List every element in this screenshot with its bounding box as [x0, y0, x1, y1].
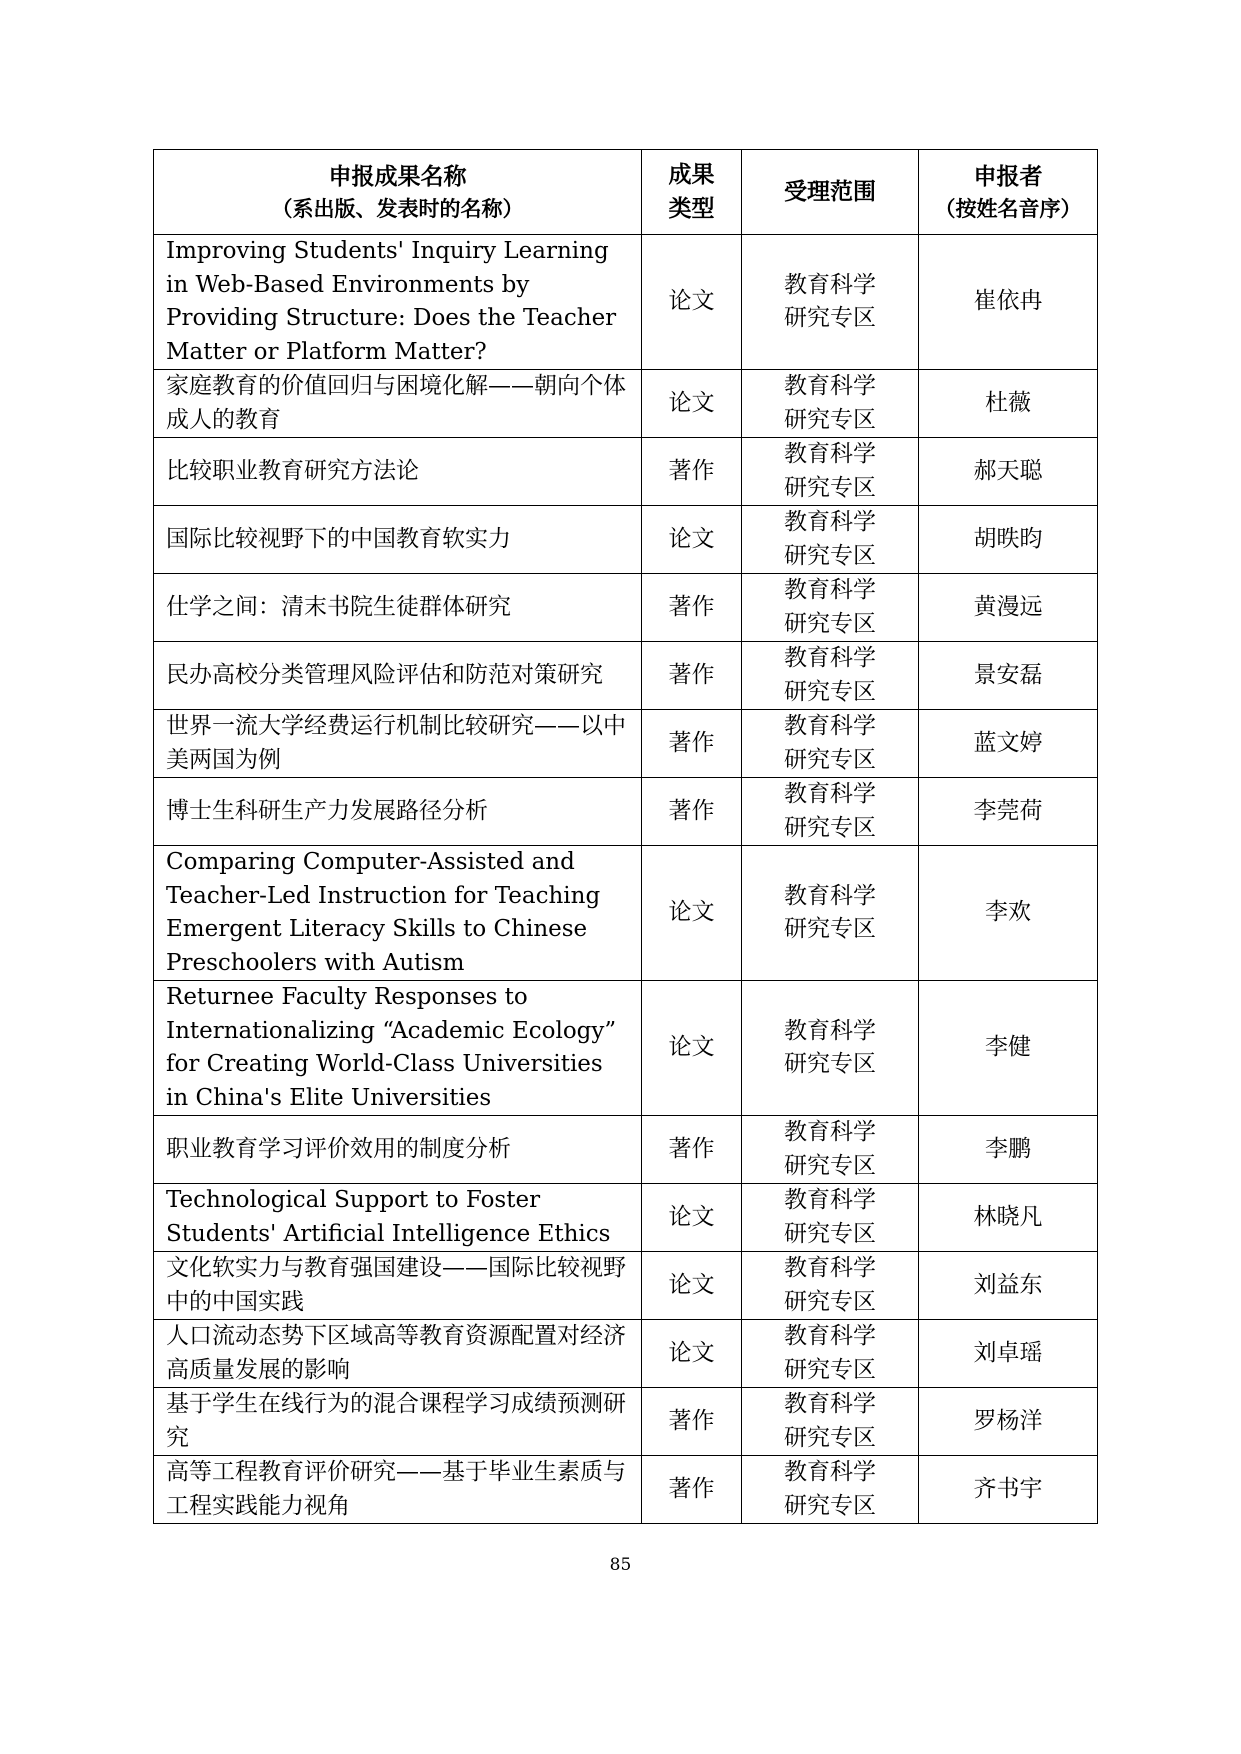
applicant-name: 蓝文婷 — [919, 710, 1098, 778]
header-scope: 受理范围 — [742, 150, 919, 235]
achievement-title: 博士生科研生产力发展路径分析 — [154, 778, 642, 846]
achievement-title: Technological Support to Foster Students' Artificial Intelligence Ethics — [154, 1184, 642, 1252]
achievement-type: 著作 — [642, 438, 742, 506]
achievement-type: 论文 — [642, 846, 742, 981]
header-achievement-type — [642, 150, 742, 235]
table-row — [154, 438, 1098, 506]
achievement-type: 论文 — [642, 506, 742, 574]
scope-cell — [742, 1116, 919, 1184]
scope-line2: 研究专区 — [784, 1492, 876, 1519]
header-type-line2: 类型 — [668, 195, 715, 222]
achievement-type: 著作 — [642, 574, 742, 642]
achievement-title: Improving Students' Inquiry Learning in Web-Based Environments by Providing Structure: Does the Teacher Matter or Platform Matter? — [154, 235, 642, 370]
achievement-title: 基于学生在线行为的混合课程学习成绩预测研究 — [154, 1388, 642, 1456]
applicant-name: 李欢 — [919, 846, 1098, 981]
scope-line2: 研究专区 — [784, 610, 876, 637]
header-achievement-name — [154, 150, 642, 235]
achievement-title: 高等工程教育评价研究——基于毕业生素质与工程实践能力视角 — [154, 1456, 642, 1524]
table-row — [154, 574, 1098, 642]
scope-line1: 教育科学 — [784, 373, 876, 399]
applicant-name: 林晓凡 — [919, 1184, 1098, 1252]
achievement-title: 仕学之间：清末书院生徒群体研究 — [154, 574, 642, 642]
scope-cell — [742, 778, 919, 846]
scope-line2: 研究专区 — [784, 1220, 876, 1247]
achievement-type: 著作 — [642, 710, 742, 778]
scope-line1: 教育科学 — [784, 271, 876, 298]
achievement-type: 著作 — [642, 1388, 742, 1456]
scope-line2: 研究专区 — [784, 1051, 876, 1077]
achievement-title: 国际比较视野下的中国教育软实力 — [154, 506, 642, 574]
table-row — [154, 1388, 1098, 1456]
applicant-name: 刘益东 — [919, 1252, 1098, 1320]
applicant-name: 景安磊 — [919, 642, 1098, 710]
applicant-name: 李鹏 — [919, 1116, 1098, 1184]
scope-line2: 研究专区 — [784, 474, 876, 501]
scope-line1: 教育科学 — [784, 441, 876, 467]
scope-line1: 教育科学 — [784, 1323, 876, 1349]
scope-cell — [742, 1252, 919, 1320]
achievement-type: 论文 — [642, 1184, 742, 1252]
applicant-name: 罗杨洋 — [919, 1388, 1098, 1456]
scope-line1: 教育科学 — [784, 1187, 876, 1213]
header-name-sub: （系出版、发表时的名称） — [271, 196, 524, 221]
table-row — [154, 370, 1098, 438]
achievement-type: 著作 — [642, 642, 742, 710]
achievement-title: 比较职业教育研究方法论 — [154, 438, 642, 506]
achievement-type: 著作 — [642, 1456, 742, 1524]
scope-line2: 研究专区 — [784, 746, 876, 773]
scope-line2: 研究专区 — [784, 1356, 876, 1383]
scope-cell — [742, 710, 919, 778]
table-row — [154, 710, 1098, 778]
table-row — [154, 981, 1098, 1116]
applicant-name: 郝天聪 — [919, 438, 1098, 506]
table-row — [154, 642, 1098, 710]
header-applicant-main: 申报者 — [973, 163, 1043, 190]
scope-line1: 教育科学 — [784, 645, 876, 671]
achievement-type: 论文 — [642, 1320, 742, 1388]
scope-line2: 研究专区 — [784, 406, 876, 433]
achievement-title: 文化软实力与教育强国建设——国际比较视野中的中国实践 — [154, 1252, 642, 1320]
applicant-name: 李莞荷 — [919, 778, 1098, 846]
achievement-type: 论文 — [642, 235, 742, 370]
achievement-title: 民办高校分类管理风险评估和防范对策研究 — [154, 642, 642, 710]
header-row — [154, 150, 1098, 235]
table-row — [154, 1116, 1098, 1184]
page-number: 85 — [609, 1555, 632, 1575]
scope-line2: 研究专区 — [784, 1424, 876, 1451]
achievement-title: 人口流动态势下区域高等教育资源配置对经济高质量发展的影响 — [154, 1320, 642, 1388]
header-name-main: 申报成果名称 — [328, 163, 467, 190]
table-row — [154, 235, 1098, 370]
table-row — [154, 846, 1098, 981]
scope-cell — [742, 574, 919, 642]
applicant-name: 齐书宇 — [919, 1456, 1098, 1524]
scope-line2: 研究专区 — [784, 1152, 876, 1179]
table-row — [154, 1320, 1098, 1388]
table-row — [154, 506, 1098, 574]
header-type-line1: 成果 — [668, 161, 715, 188]
table-row — [154, 1184, 1098, 1252]
scope-cell — [742, 642, 919, 710]
scope-line2: 研究专区 — [784, 1288, 876, 1315]
scope-line1: 教育科学 — [784, 1391, 876, 1417]
scope-line2: 研究专区 — [784, 542, 876, 569]
scope-line2: 研究专区 — [784, 305, 876, 331]
table-row — [154, 1252, 1098, 1320]
table-row — [154, 1456, 1098, 1524]
applicant-name: 李健 — [919, 981, 1098, 1116]
achievement-table — [153, 149, 1098, 1524]
scope-line2: 研究专区 — [784, 916, 876, 942]
scope-line1: 教育科学 — [784, 1459, 876, 1485]
applicant-name: 胡昳昀 — [919, 506, 1098, 574]
scope-cell — [742, 506, 919, 574]
scope-cell — [742, 370, 919, 438]
scope-line1: 教育科学 — [784, 1017, 876, 1044]
applicant-name: 刘卓瑶 — [919, 1320, 1098, 1388]
achievement-title: 职业教育学习评价效用的制度分析 — [154, 1116, 642, 1184]
achievement-type: 著作 — [642, 778, 742, 846]
scope-line1: 教育科学 — [784, 781, 876, 807]
scope-line1: 教育科学 — [784, 1255, 876, 1281]
achievement-title: 家庭教育的价值回归与困境化解——朝向个体成人的教育 — [154, 370, 642, 438]
header-applicant-sub: （按姓名音序） — [934, 196, 1082, 221]
scope-line1: 教育科学 — [784, 1119, 876, 1145]
header-applicant — [919, 150, 1098, 235]
achievement-type: 论文 — [642, 1252, 742, 1320]
applicant-name: 黄漫远 — [919, 574, 1098, 642]
achievement-type: 论文 — [642, 981, 742, 1116]
scope-line1: 教育科学 — [784, 509, 876, 535]
scope-line2: 研究专区 — [784, 814, 876, 841]
achievement-title: Returnee Faculty Responses to Internationalizing “Academic Ecology” for Creating World-Class Universities in China's Elite Universities — [154, 981, 642, 1116]
achievement-type: 论文 — [642, 370, 742, 438]
scope-cell — [742, 1320, 919, 1388]
applicant-name: 杜薇 — [919, 370, 1098, 438]
scope-line1: 教育科学 — [784, 577, 876, 603]
achievement-title: Comparing Computer-Assisted and Teacher-Led Instruction for Teaching Emergent Literacy Skills to Chinese Preschoolers with Autism — [154, 846, 642, 981]
scope-line2: 研究专区 — [784, 678, 876, 705]
achievement-type: 著作 — [642, 1116, 742, 1184]
scope-cell — [742, 235, 919, 370]
scope-cell — [742, 1388, 919, 1456]
achievement-title: 世界一流大学经费运行机制比较研究——以中美两国为例 — [154, 710, 642, 778]
scope-cell — [742, 438, 919, 506]
table-row — [154, 778, 1098, 846]
applicant-name: 崔依冉 — [919, 235, 1098, 370]
scope-line1: 教育科学 — [784, 713, 876, 739]
scope-cell — [742, 1456, 919, 1524]
scope-cell — [742, 1184, 919, 1252]
scope-line1: 教育科学 — [784, 882, 876, 909]
scope-cell — [742, 981, 919, 1116]
scope-cell — [742, 846, 919, 981]
